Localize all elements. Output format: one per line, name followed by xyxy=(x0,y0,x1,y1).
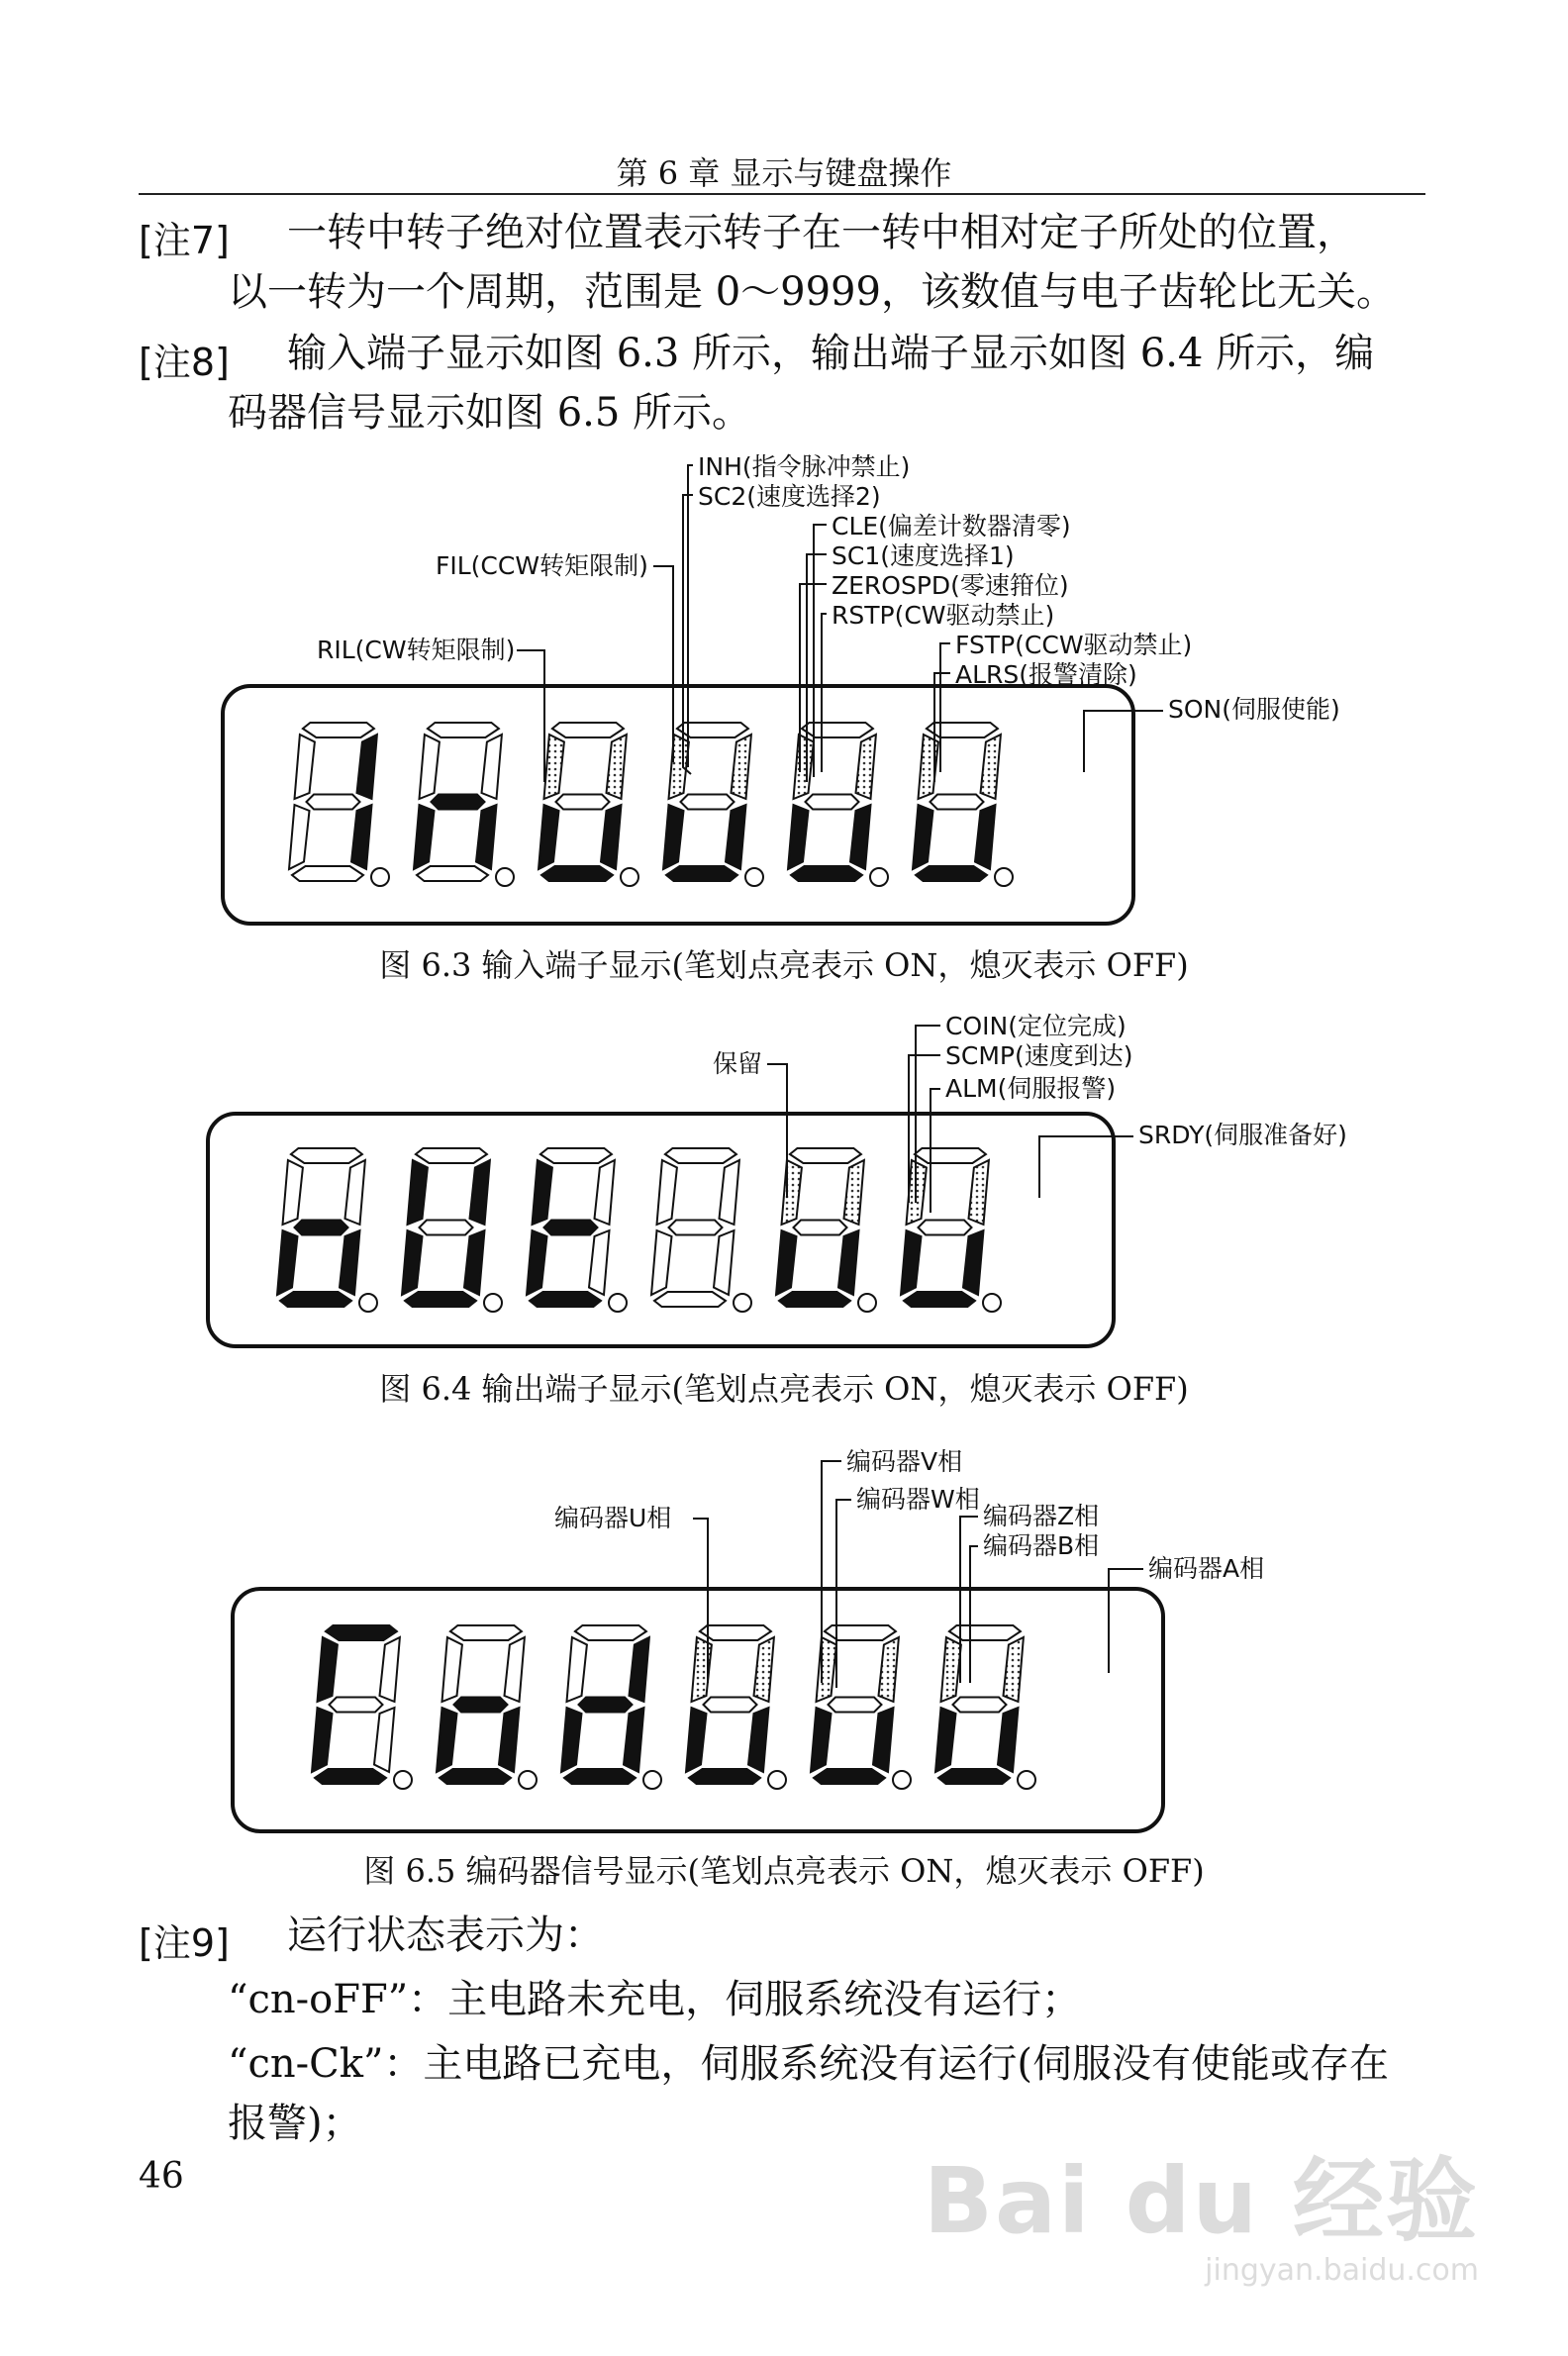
fig65-digit-1-seg-a xyxy=(326,1625,397,1640)
fig65-digit-5-seg-a xyxy=(825,1625,896,1640)
fig64-digit-1-seg-b xyxy=(345,1160,365,1225)
l63-leader-3 xyxy=(814,525,827,777)
note-9-line-2: “cn-oFF”：主电路未充电，伺服系统没有运行； xyxy=(228,1977,1082,2022)
fig65-digits xyxy=(312,1625,1035,1789)
fig65-digit-4-dp xyxy=(768,1771,786,1789)
fig63-digit-1-seg-f xyxy=(295,735,315,799)
fig65-digit-3-seg-g xyxy=(579,1698,633,1713)
fig64-digit-1-seg-a xyxy=(291,1148,362,1163)
fig63-digit-6-seg-c xyxy=(975,805,996,869)
fig65-digit-1-seg-d xyxy=(315,1769,386,1784)
note-8-line-1: 输入端子显示如图 6.3 所示，输出端子显示如图 6.4 所示，编 xyxy=(287,331,1375,376)
fig63-caption: 图 6.3 输入端子显示(笔划点亮表示 ON，熄灭表示 OFF) xyxy=(379,946,1189,984)
note-7-line-2: 以一转为一个周期，范围是 0～9999，该数值与电子齿轮比无关。 xyxy=(228,269,1396,315)
fig63-label-sc1: SC1(速度选择1) xyxy=(832,541,1015,570)
fig63-label-fstp: FSTP(CCW驱动禁止) xyxy=(955,631,1193,659)
fig64-digit-4-seg-c xyxy=(714,1230,735,1295)
fig63-label-son: SON(伺服使能) xyxy=(1168,695,1340,724)
fig65-label-w: 编码器W相 xyxy=(856,1485,980,1514)
fig64-digit-4-seg-b xyxy=(720,1160,739,1225)
fig63-digit-2-seg-a xyxy=(428,723,499,737)
fig65-digit-4-seg-a xyxy=(700,1625,771,1640)
fig63-digit-3-dp xyxy=(621,868,638,886)
l63-leader-7 xyxy=(940,643,950,772)
fig65-digit-4-seg-e xyxy=(686,1708,707,1772)
fig65-label-v: 编码器V相 xyxy=(846,1447,963,1476)
fig65-digit-5-seg-g xyxy=(829,1698,882,1713)
fig63-label-alrs: ALRS(报警清除) xyxy=(955,660,1137,689)
fig65-digit-3-seg-a xyxy=(575,1625,646,1640)
fig63-digit-4-seg-e xyxy=(663,805,684,869)
fig63-label-fil: FIL(CCW转矩限制) xyxy=(436,551,648,580)
fig65-digit-6-dp xyxy=(1018,1771,1035,1789)
note-9-tag: [注9] xyxy=(139,1921,230,1965)
fig63-label-inh: INH(指令脉冲禁止) xyxy=(698,452,911,481)
fig63-digit-4-seg-b xyxy=(732,735,751,799)
fig65-digit-3-seg-b xyxy=(630,1637,649,1702)
fig63-digit-3-seg-d xyxy=(541,866,613,881)
watermark-url: jingyan.baidu.com xyxy=(1205,2253,1479,2288)
fig65-digit-4-seg-b xyxy=(754,1637,774,1702)
fig65-digit-3-seg-c xyxy=(624,1708,644,1772)
fig63-digit-4-seg-d xyxy=(666,866,737,881)
fig65-digit-4-seg-c xyxy=(748,1708,769,1772)
fig65-digit-6-seg-g xyxy=(953,1698,1007,1713)
fig64-label-reserved: 保留 xyxy=(713,1049,763,1078)
fig64-digit-5-seg-g xyxy=(794,1221,847,1235)
fig63-digit-5-dp xyxy=(870,868,888,886)
fig64-digit-6-seg-e xyxy=(901,1230,922,1295)
fig64-digit-6-seg-g xyxy=(919,1221,972,1235)
fig65-digit-1-seg-g xyxy=(330,1698,383,1713)
fig65-digit-5-seg-b xyxy=(879,1637,899,1702)
fig63-digit-1-seg-g xyxy=(307,795,360,810)
fig63-digit-5-seg-c xyxy=(850,805,871,869)
fig65-digit-2-seg-f xyxy=(442,1637,462,1702)
fig63-label-cle: CLE(偏差计数器清零) xyxy=(832,512,1071,540)
baidu-watermark xyxy=(924,2128,1479,2288)
note-9-line-4: 报警)； xyxy=(228,2101,362,2146)
fig64-digit-6-seg-c xyxy=(963,1230,984,1295)
fig64-digit-5-seg-c xyxy=(838,1230,859,1295)
fig63-digit-2-seg-d xyxy=(417,866,488,881)
fig65-digit-5-seg-f xyxy=(817,1637,836,1702)
fig65-digit-5-seg-c xyxy=(873,1708,894,1772)
fig64-digit-5-seg-a xyxy=(790,1148,861,1163)
fig64-label-alm: ALM(伺服报警) xyxy=(945,1074,1117,1103)
fig63-digit-6-dp xyxy=(995,868,1013,886)
fig63-label-zerospd: ZEROSPD(零速箝位) xyxy=(832,571,1069,600)
fig63-digit-2-seg-f xyxy=(420,735,440,799)
fig64-digit-1-dp xyxy=(359,1294,377,1312)
fig63-digit-3-seg-f xyxy=(544,735,564,799)
fig64-label-scmp: SCMP(速度到达) xyxy=(945,1041,1133,1070)
fig63-digit-1-seg-c xyxy=(351,805,372,869)
fig64-digits xyxy=(277,1148,1001,1312)
fig65-digit-2-seg-d xyxy=(440,1769,511,1784)
fig63-digit-2-seg-g xyxy=(432,795,485,810)
fig63-digit-2-dp xyxy=(496,868,514,886)
fig64-digit-5-seg-b xyxy=(844,1160,864,1225)
fig64-digit-1-seg-f xyxy=(283,1160,303,1225)
fig63-digit-3-seg-a xyxy=(552,723,624,737)
fig64-digit-2-seg-b xyxy=(470,1160,490,1225)
fig63-digit-2-seg-b xyxy=(482,735,502,799)
l64-leader-5 xyxy=(1039,1136,1133,1198)
fig64-digit-3-seg-g xyxy=(544,1221,598,1235)
fig65-digit-2-seg-e xyxy=(437,1708,457,1772)
watermark-brand: Bai du 经验 xyxy=(923,2148,1479,2254)
fig64-digit-1-seg-c xyxy=(340,1230,360,1295)
fig64-digit-1-seg-e xyxy=(277,1230,298,1295)
note-7-line-1: 一转中转子绝对位置表示转子在一转中相对定子所处的位置， xyxy=(287,210,1356,255)
l63-leader-9 xyxy=(1084,711,1163,772)
fig63-digit-1-seg-a xyxy=(303,723,374,737)
fig63-digit-6-seg-e xyxy=(913,805,933,869)
fig63-digit-5-seg-e xyxy=(788,805,809,869)
fig63-digit-5-seg-a xyxy=(802,723,873,737)
note-8-line-2: 码器信号显示如图 6.5 所示。 xyxy=(228,390,752,436)
fig64-digit-6-seg-d xyxy=(904,1292,975,1307)
fig64-digit-3-seg-c xyxy=(589,1230,610,1295)
fig65-digit-1-seg-e xyxy=(312,1708,333,1772)
fig63-digit-5-seg-g xyxy=(806,795,859,810)
fig65-digit-6-seg-c xyxy=(998,1708,1019,1772)
fig64-digit-6-dp xyxy=(983,1294,1001,1312)
fig64-digit-4-seg-d xyxy=(654,1292,726,1307)
fig65-digit-3-seg-d xyxy=(564,1769,636,1784)
note-9-line-1: 运行状态表示为： xyxy=(287,1913,604,1958)
fig63-digit-3-seg-b xyxy=(607,735,627,799)
fig64-digit-3-seg-f xyxy=(533,1160,552,1225)
fig65-digit-3-seg-f xyxy=(567,1637,587,1702)
l65-leader-2 xyxy=(836,1500,851,1688)
fig63-digit-1-seg-b xyxy=(357,735,377,799)
fig64-digit-3-dp xyxy=(609,1294,627,1312)
fig65-digit-2-seg-g xyxy=(454,1698,508,1713)
fig64-digit-5-dp xyxy=(858,1294,876,1312)
fig65-digit-4-seg-d xyxy=(689,1769,760,1784)
fig65-digit-3-dp xyxy=(643,1771,661,1789)
fig63-digit-6-seg-g xyxy=(931,795,984,810)
fig64-digit-3-seg-b xyxy=(595,1160,615,1225)
fig65-digit-2-dp xyxy=(519,1771,537,1789)
fig63-digit-4-dp xyxy=(745,868,763,886)
fig64-digit-3-seg-a xyxy=(540,1148,612,1163)
fig65-digit-6-seg-d xyxy=(938,1769,1010,1784)
fig65-digit-5-seg-e xyxy=(811,1708,832,1772)
fig65-digit-6-seg-e xyxy=(935,1708,956,1772)
fig64-digit-2-seg-a xyxy=(416,1148,487,1163)
fig63-digit-6-seg-b xyxy=(981,735,1001,799)
fig63-digit-1-seg-e xyxy=(289,805,310,869)
fig63-digits xyxy=(289,723,1013,886)
fig65-digit-2-seg-a xyxy=(450,1625,522,1640)
fig64-label-srdy: SRDY(伺服准备好) xyxy=(1138,1121,1347,1149)
l63-leader-11 xyxy=(517,650,544,782)
note-7-tag: [注7] xyxy=(139,219,230,262)
fig64-digit-4-seg-g xyxy=(669,1221,723,1235)
fig65-digit-4-seg-g xyxy=(704,1698,757,1713)
fig65-digit-1-seg-c xyxy=(374,1708,395,1772)
fig64-digit-4-seg-e xyxy=(651,1230,672,1295)
fig63-digit-2-seg-c xyxy=(476,805,497,869)
note-8-tag: [注8] xyxy=(139,341,230,384)
fig64-digit-1-seg-d xyxy=(280,1292,351,1307)
fig63-digit-6-seg-d xyxy=(916,866,987,881)
note-9-line-3: “cn-Ck”：主电路已充电，伺服系统没有运行(伺服没有使能或存在 xyxy=(228,2041,1390,2087)
l63-leader-6 xyxy=(822,614,827,772)
fig65-digit-5-dp xyxy=(893,1771,911,1789)
fig65-digit-6-seg-f xyxy=(941,1637,961,1702)
fig65-digit-5-seg-d xyxy=(814,1769,885,1784)
fig63-digit-5-seg-f xyxy=(794,735,814,799)
fig63-digit-4-seg-c xyxy=(726,805,746,869)
fig63-digit-5-seg-d xyxy=(791,866,862,881)
fig64-digit-2-dp xyxy=(484,1294,502,1312)
fig64-digit-2-seg-d xyxy=(405,1292,476,1307)
fig63-label-rstp: RSTP(CW驱动禁止) xyxy=(832,601,1055,630)
fig64-digit-4-seg-f xyxy=(657,1160,677,1225)
fig65-label-b: 编码器B相 xyxy=(983,1531,1100,1560)
fig63-digit-3-seg-g xyxy=(556,795,610,810)
fig64-digit-5-seg-e xyxy=(776,1230,797,1295)
fig64-digit-2-seg-g xyxy=(420,1221,473,1235)
fig64-digit-4-seg-a xyxy=(665,1148,736,1163)
fig65-label-u: 编码器U相 xyxy=(554,1504,672,1532)
fig65-label-a: 编码器A相 xyxy=(1148,1554,1265,1583)
fig64-digit-3-seg-e xyxy=(527,1230,547,1295)
fig65-digit-2-seg-c xyxy=(499,1708,520,1772)
fig63-label-ril: RIL(CW转矩限制) xyxy=(317,636,516,664)
fig63-digit-6-seg-a xyxy=(927,723,998,737)
fig63-label-sc2: SC2(速度选择2) xyxy=(698,482,881,511)
fig65-digit-1-seg-b xyxy=(380,1637,400,1702)
fig64-digit-4-dp xyxy=(734,1294,751,1312)
fig64-digit-5-seg-d xyxy=(779,1292,850,1307)
fig63-digit-5-seg-b xyxy=(856,735,876,799)
fig65-digit-2-seg-b xyxy=(505,1637,525,1702)
fig64-label-coin: COIN(定位完成) xyxy=(945,1012,1127,1040)
fig64-digit-6-seg-a xyxy=(915,1148,986,1163)
fig64-digit-1-seg-g xyxy=(295,1221,348,1235)
fig63-digit-4-seg-f xyxy=(669,735,689,799)
l64-leader-4 xyxy=(767,1064,787,1198)
fig64-caption: 图 6.4 输出端子显示(笔划点亮表示 ON，熄灭表示 OFF) xyxy=(379,1370,1189,1408)
page-number: 46 xyxy=(139,2156,184,2197)
fig64-digit-5-seg-f xyxy=(782,1160,802,1225)
fig64-digit-6-seg-b xyxy=(969,1160,989,1225)
l63-leader-10 xyxy=(653,566,673,762)
fig63-digit-1-dp xyxy=(371,868,389,886)
fig63-digit-3-seg-e xyxy=(539,805,559,869)
fig64-digit-2-seg-f xyxy=(408,1160,428,1225)
fig65-digit-3-seg-e xyxy=(561,1708,582,1772)
fig63-digit-2-seg-e xyxy=(414,805,435,869)
fig63-digit-1-seg-d xyxy=(292,866,363,881)
fig65-digit-1-dp xyxy=(394,1771,412,1789)
fig65-digit-6-seg-b xyxy=(1004,1637,1024,1702)
fig64-digit-2-seg-c xyxy=(464,1230,485,1295)
fig65-digit-1-seg-f xyxy=(318,1637,338,1702)
fig65-caption: 图 6.5 编码器信号显示(笔划点亮表示 ON，熄灭表示 OFF) xyxy=(363,1852,1205,1890)
fig65-label-z: 编码器Z相 xyxy=(983,1502,1100,1530)
chapter-header: 第 6 章 显示与键盘操作 xyxy=(616,154,952,192)
fig63-digit-4-seg-g xyxy=(681,795,735,810)
fig63-digit-3-seg-c xyxy=(601,805,622,869)
l65-leader-6 xyxy=(1109,1569,1143,1673)
fig64-digit-3-seg-d xyxy=(530,1292,601,1307)
fig64-digit-2-seg-e xyxy=(402,1230,423,1295)
l65-leader-5 xyxy=(970,1546,978,1683)
